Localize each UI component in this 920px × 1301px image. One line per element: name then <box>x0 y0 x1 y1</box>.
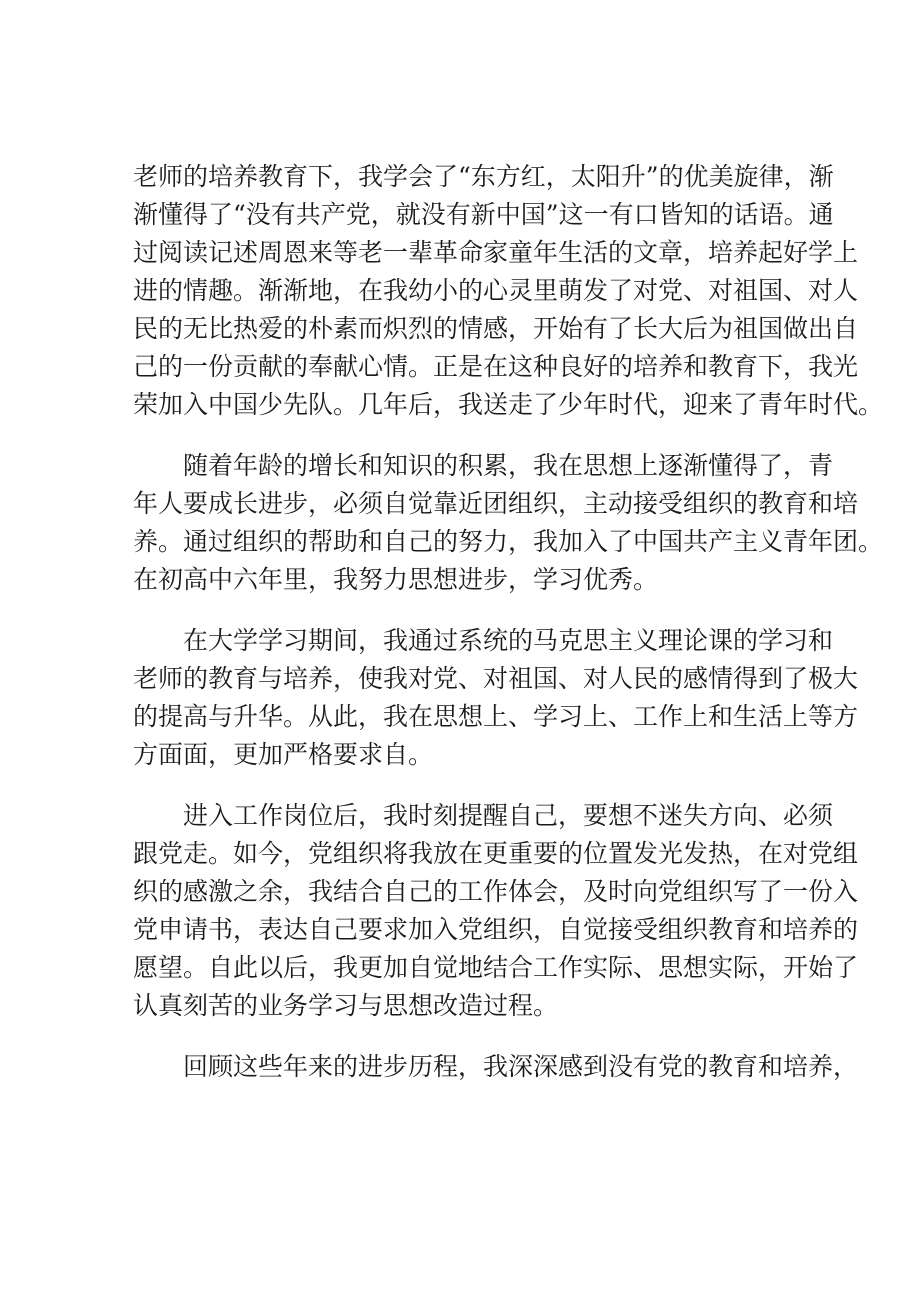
paragraph-line: 养。通过组织的帮助和自己的努力，我加入了中国共产主义青年团。 <box>133 527 884 556</box>
paragraph-line: 进的情趣。渐渐地，在我幼小的心灵里萌发了对党、对祖国、对人 <box>133 276 859 305</box>
paragraph-spacer <box>133 424 803 447</box>
paragraph-line: 认真刻苦的业务学习与思想改造过程。 <box>133 991 559 1020</box>
paragraph-line: 民的无比热爱的朴素而炽烈的情感，开始有了长大后为祖国做出自 <box>133 314 859 343</box>
paragraph-line: 在初高中六年里，我努力思想进步，学习优秀。 <box>133 565 659 594</box>
paragraph-line: 己的一份贡献的奉献心情。正是在这种良好的培养和教育下，我光 <box>133 352 859 381</box>
paragraph-1 <box>133 158 884 424</box>
paragraph-2 <box>133 447 884 599</box>
paragraph-line: 党申请书，表达自己要求加入党组织，自觉接受组织教育和培养的 <box>133 915 859 944</box>
paragraph-spacer <box>133 1025 803 1048</box>
paragraph-line: 过阅读记述周恩来等老一辈革命家童年生活的文章，培养起好学上 <box>133 238 859 267</box>
paragraph-line: 回顾这些年来的进步历程，我深深感到没有党的教育和培养， <box>183 1052 859 1081</box>
paragraph-line: 老师的教育与培养，使我对党、对祖国、对人民的感情得到了极大 <box>133 664 859 693</box>
paragraph-line: 随着年龄的增长和知识的积累，我在思想上逐渐懂得了，青 <box>183 451 834 480</box>
paragraph-line: 方面面，更加严格要求自。 <box>133 740 434 769</box>
paragraph-line: 渐懂得了“没有共产党，就没有新中国”这一有口皆知的话语。通 <box>133 200 834 229</box>
paragraph-line: 进入工作岗位后，我时刻提醒自己，要想不迷失方向、必须 <box>183 801 834 830</box>
paragraph-line: 老师的培养教育下，我学会了“东方红，太阳升”的优美旋律，渐 <box>133 162 834 191</box>
paragraph-line: 织的感激之余，我结合自己的工作体会，及时向党组织写了一份入 <box>133 877 859 906</box>
paragraph-line: 年人要成长进步，必须自觉靠近团组织，主动接受组织的教育和培 <box>133 489 859 518</box>
paragraph-spacer <box>133 599 803 622</box>
document-body <box>133 158 884 1086</box>
paragraph-3 <box>133 622 859 774</box>
paragraph-line: 在大学学习期间，我通过系统的马克思主义理论课的学习和 <box>183 626 834 655</box>
paragraph-5 <box>133 1048 859 1086</box>
paragraph-line: 的提高与升华。从此，我在思想上、学习上、工作上和生活上等方 <box>133 702 859 731</box>
paragraph-spacer <box>133 774 803 797</box>
paragraph-4 <box>133 797 859 1025</box>
paragraph-line: 荣加入中国少先队。几年后，我送走了少年时代，迎来了青年时代。 <box>133 390 884 419</box>
paragraph-line: 愿望。自此以后，我更加自觉地结合工作实际、思想实际，开始了 <box>133 953 859 982</box>
paragraph-line: 跟党走。如今，党组织将我放在更重要的位置发光发热，在对党组 <box>133 839 859 868</box>
